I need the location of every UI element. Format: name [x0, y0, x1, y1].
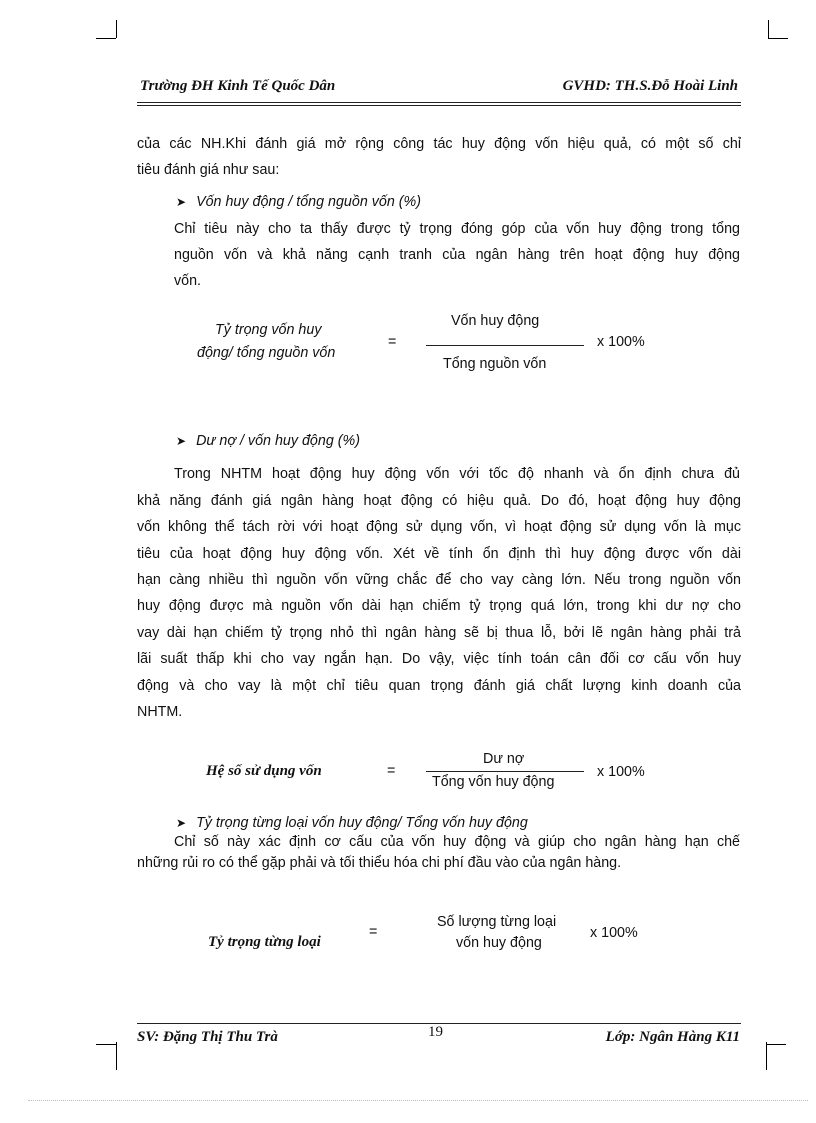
section2-line-6: huy động được mà nguồn vốn dài hạn chiếm tỷ trọng quá lớn, trong khi dư nợ cho: [137, 598, 741, 614]
formula1-numerator: Vốn huy động: [451, 313, 540, 329]
formula1-fraction-bar: [426, 345, 584, 346]
section2-line-2: khả năng đánh giá ngân hàng hoạt động có hiệu quả. Do đó, hoạt động huy động: [137, 493, 741, 509]
crop-mark-bottom-right-v: [766, 1042, 767, 1070]
formula2-multiplier: x 100%: [597, 764, 645, 780]
formula3-multiplier: x 100%: [590, 925, 638, 941]
footer-right: Lớp: Ngân Hàng K11: [605, 1029, 740, 1045]
formula1-equals: =: [388, 334, 397, 350]
crop-mark-bottom-left-v: [116, 1042, 117, 1070]
bullet-section-2: [176, 428, 360, 454]
formula1-denominator: Tổng nguồn vốn: [443, 356, 547, 372]
formula2-fraction-bar: [426, 771, 584, 772]
arrow-bullet-icon: ➤: [176, 195, 187, 209]
section3-line-1: Chỉ số này xác định cơ cấu của vốn huy động và giúp cho ngân hàng hạn chế: [174, 834, 740, 850]
page-edge-dotted-line: [28, 1100, 808, 1101]
formula1-multiplier: x 100%: [597, 334, 645, 350]
formula1-label-2: động/ tổng nguồn vốn: [197, 345, 336, 361]
section1-line-3: vốn.: [174, 273, 202, 289]
section2-line-10: NHTM.: [137, 704, 183, 720]
formula3-label: Tỷ trọng từng loại: [208, 934, 321, 950]
section2-line-3: vốn không thể tách rời với hoạt động sử dụng vốn, vì hoạt động sử dụng vốn là mục: [137, 519, 741, 535]
crop-mark-top-right-v: [768, 20, 769, 38]
intro-line-1: của các NH.Khi đánh giá mở rộng công tác huy động vốn hiệu quả, có một số chỉ: [137, 136, 741, 152]
crop-mark-bottom-right-h: [766, 1044, 786, 1045]
section2-line-8: lãi suất thấp khi cho vay ngắn hạn. Do vậy, việc tính toán cân đối cơ cấu vốn huy: [137, 651, 741, 667]
section2-line-4: tiêu của hoạt động huy động vốn. Xét về tính ổn định thì huy động được vốn dài: [137, 546, 741, 562]
page-number: 19: [428, 1024, 443, 1040]
formula1-label-1: Tỷ trọng vốn huy: [215, 322, 322, 338]
formula3-numerator-line-2: vốn huy động: [456, 935, 542, 951]
section1-line-1: Chỉ tiêu này cho ta thấy được tỷ trọng đóng góp của vốn huy động trong tổng: [174, 221, 740, 237]
header-rule-thin: [137, 105, 741, 106]
formula3-equals: =: [369, 924, 378, 940]
bullet-section-1-text: Vốn huy động / tổng nguồn vốn (%): [196, 194, 422, 210]
section2-line-7: vay dài hạn chiếm tỷ trọng nhỏ thì ngân hàng sẽ bị thua lỗ, bởi lẽ ngân hàng phải trả: [137, 625, 741, 641]
formula2-equals: =: [387, 763, 396, 779]
section2-line-5: hạn càng nhiều thì nguồn vốn vững chắc để cho vay càng lớn. Nếu trong nguồn vốn: [137, 572, 741, 588]
section2-line-9: động và cho vay là một chỉ tiêu quan trọng đánh giá chất lượng kinh doanh của: [137, 678, 741, 694]
arrow-bullet-icon: ➤: [176, 816, 187, 830]
arrow-bullet-icon: ➤: [176, 434, 187, 448]
bullet-section-2-text: Dư nợ / vốn huy động (%): [196, 433, 360, 449]
formula2-denominator: Tổng vốn huy động: [432, 774, 555, 790]
crop-mark-top-left-v: [116, 20, 117, 38]
section2-line-1: Trong NHTM hoạt động huy động vốn với tốc độ nhanh và ổn định chưa đủ: [174, 466, 740, 482]
crop-mark-top-left-h: [96, 38, 116, 39]
formula2-label: Hệ số sử dụng vốn: [206, 763, 322, 779]
header-left: Trường ĐH Kinh Tế Quốc Dân: [140, 78, 336, 94]
formula3-numerator-line-1: Số lượng từng loại: [437, 914, 557, 930]
intro-line-2: tiêu đánh giá như sau:: [137, 162, 280, 178]
bullet-section-1: [176, 189, 421, 215]
section3-line-2: những rủi ro có thể gặp phải và tối thiểu hóa chi phí đầu vào của ngân hàng.: [137, 855, 622, 871]
header-rule: [137, 102, 741, 103]
crop-mark-top-right-h: [768, 38, 788, 39]
header-right: GVHD: TH.S.Đỗ Hoài Linh: [562, 78, 738, 94]
bullet-section-3-text: Tỷ trọng từng loại vốn huy động/ Tổng vốn huy động: [196, 815, 528, 831]
footer-left: SV: Đặng Thị Thu Trà: [137, 1029, 278, 1045]
crop-mark-bottom-left-h: [96, 1044, 116, 1045]
section1-line-2: nguồn vốn và khả năng cạnh tranh của ngân hàng trên hoạt động huy động: [174, 247, 740, 263]
formula2-numerator: Dư nợ: [483, 751, 525, 767]
